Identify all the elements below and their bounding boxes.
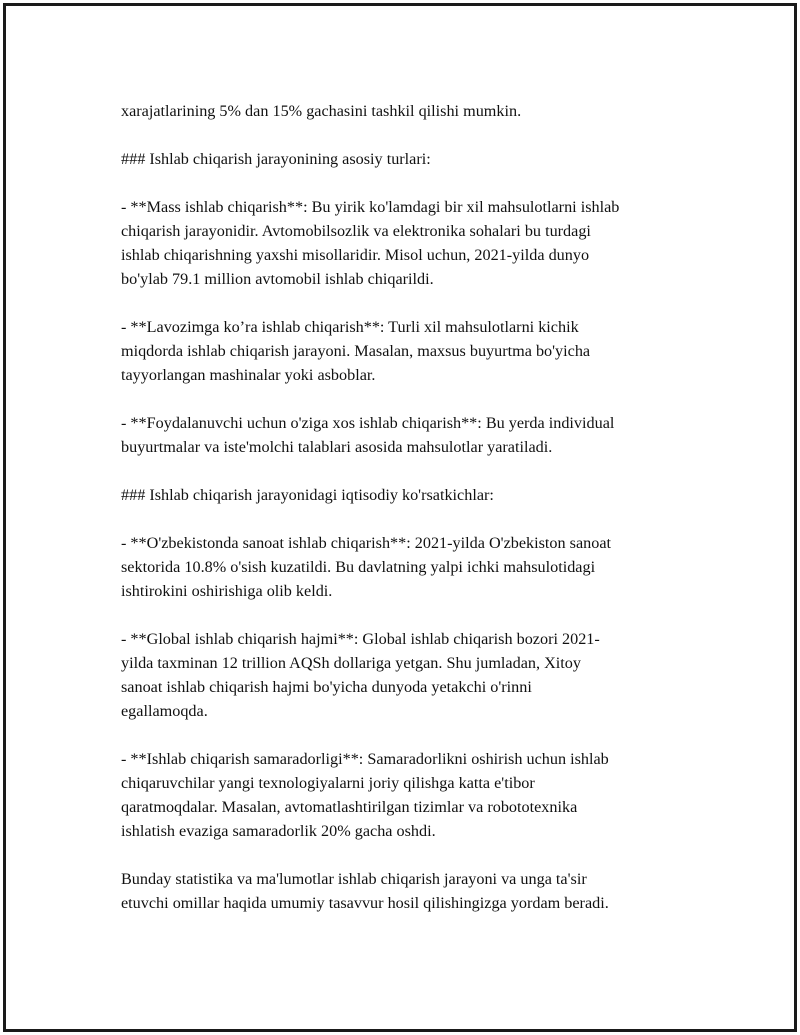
- list-item-mass-production: [121, 195, 696, 291]
- list-item-uzbekistan-industry: [121, 531, 696, 603]
- text-line: - **Mass ishlab chiqarish**: Bu yirik ko'lamdagi bir xil mahsulotlarni ishlab: [121, 198, 620, 216]
- section-heading-indicators: [121, 483, 696, 507]
- text-line: bo'ylab 79.1 million avtomobil ishlab chiqarildi.: [121, 270, 434, 288]
- document-page: [3, 3, 797, 1032]
- text-line: ### Ishlab chiqarish jarayonidagi iqtisodiy ko'rsatkichlar:: [121, 486, 494, 504]
- text-line: - **Ishlab chiqarish samaradorligi**: Samaradorlikni oshirish uchun ishlab: [121, 750, 609, 768]
- text-line: xarajatlarining 5% dan 15% gachasini tashkil qilishi mumkin.: [121, 102, 522, 120]
- text-line: ### Ishlab chiqarish jarayonining asosiy turlari:: [121, 150, 431, 168]
- text-line: ishlatish evaziga samaradorlik 20% gacha oshdi.: [121, 822, 436, 840]
- text-line: Bunday statistika va ma'lumotlar ishlab chiqarish jarayoni va unga ta'sir: [121, 870, 587, 888]
- text-line: chiqaruvchilar yangi texnologiyalarni joriy qilishga katta e'tibor: [121, 774, 535, 792]
- text-line: qaratmoqdalar. Masalan, avtomatlashtirilgan tizimlar va robototexnika: [121, 798, 578, 816]
- text-line: ishtirokini oshirishiga olib keldi.: [121, 582, 333, 600]
- document-body: [121, 99, 696, 939]
- list-item-custom-production: [121, 411, 696, 459]
- paragraph-conclusion: [121, 867, 696, 915]
- text-line: - **Lavozimga ko’ra ishlab chiqarish**: Turli xil mahsulotlarni kichik: [121, 318, 579, 336]
- text-line: miqdorda ishlab chiqarish jarayoni. Masalan, maxsus buyurtma bo'yicha: [121, 342, 591, 360]
- list-item-efficiency: [121, 747, 696, 843]
- list-item-job-production: [121, 315, 696, 387]
- text-line: sanoat ishlab chiqarish hajmi bo'yicha dunyoda yetakchi o'rinni: [121, 678, 532, 696]
- text-line: egallamoqda.: [121, 702, 208, 720]
- text-line: etuvchi omillar haqida umumiy tasavvur hosil qilishingizga yordam beradi.: [121, 894, 609, 912]
- text-line: yilda taxminan 12 trillion AQSh dollariga yetgan. Shu jumladan, Xitoy: [121, 654, 581, 672]
- list-item-global-volume: [121, 627, 696, 723]
- text-line: ishlab chiqarishning yaxshi misollaridir. Misol uchun, 2021-yilda dunyo: [121, 246, 590, 264]
- text-line: chiqarish jarayonidir. Avtomobilsozlik va elektronika sohalari bu turdagi: [121, 222, 591, 240]
- text-line: - **Global ishlab chiqarish hajmi**: Global ishlab chiqarish bozori 2021-: [121, 630, 600, 648]
- text-line: tayyorlangan mashinalar yoki asboblar.: [121, 366, 376, 384]
- text-line: - **O'zbekistonda sanoat ishlab chiqarish**: 2021-yilda O'zbekiston sanoat: [121, 534, 612, 552]
- section-heading-types: [121, 147, 696, 171]
- text-line: sektorida 10.8% o'sish kuzatildi. Bu davlatning yalpi ichki mahsulotidagi: [121, 558, 596, 576]
- paragraph-intro-fragment: [121, 99, 696, 123]
- text-line: buyurtmalar va iste'molchi talablari asosida mahsulotlar yaratiladi.: [121, 438, 553, 456]
- text-line: - **Foydalanuvchi uchun o'ziga xos ishlab chiqarish**: Bu yerda individual: [121, 414, 615, 432]
